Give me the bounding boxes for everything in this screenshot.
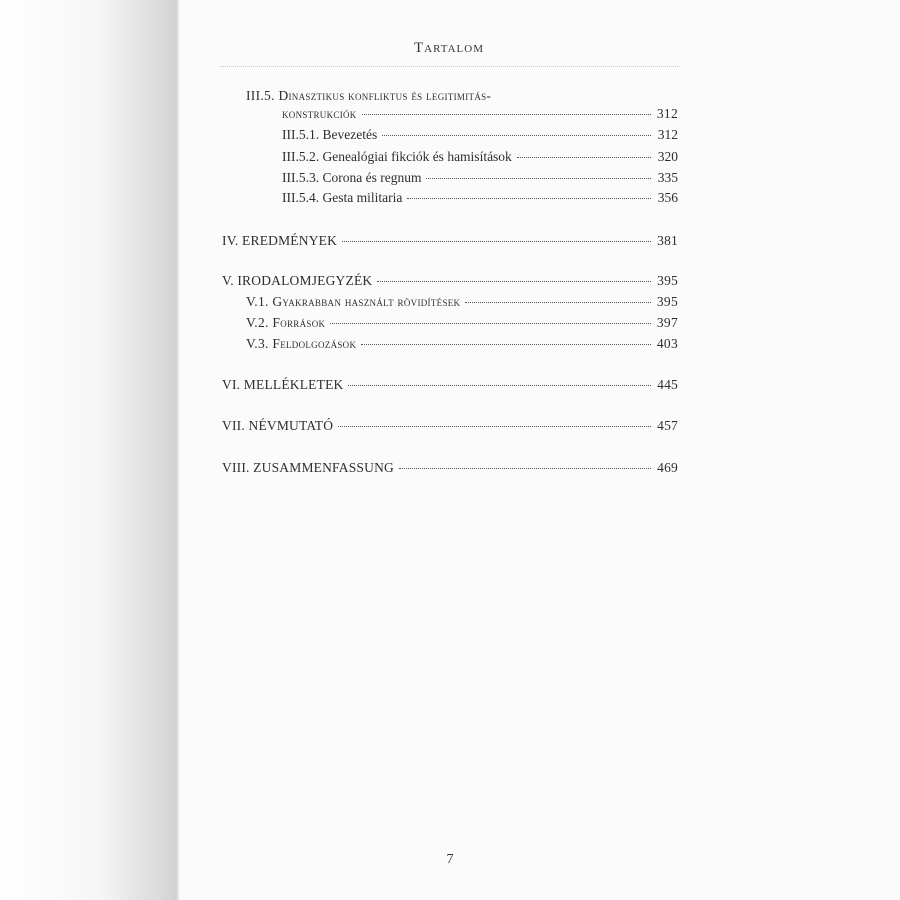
- dot-leader: [348, 385, 651, 386]
- toc-entry-iii-5-1[interactable]: [282, 127, 678, 143]
- toc-entry-v-3[interactable]: [246, 336, 678, 352]
- toc-entry-label: V. IRODALOMJEGYZÉK: [222, 273, 373, 288]
- toc-entry-viii[interactable]: [222, 460, 678, 476]
- toc-entry-label: III.5.2. Genealógiai fikciók és hamisítások: [282, 149, 512, 164]
- toc-entry-label: III.5.1. Bevezetés: [282, 127, 378, 142]
- toc-page-number: 403: [656, 336, 678, 351]
- toc-entry-vii[interactable]: [222, 418, 678, 434]
- page-gutter-shadow: [0, 0, 178, 900]
- toc-entry-label: IV. EREDMÉNYEK: [222, 233, 338, 248]
- toc-entry-v-1[interactable]: [246, 294, 678, 310]
- dot-leader: [362, 114, 651, 115]
- dot-leader: [382, 135, 651, 136]
- toc-entry-v[interactable]: [222, 273, 678, 289]
- toc-entry-label: V.2. Források: [246, 315, 326, 330]
- page-number: 7: [446, 852, 454, 867]
- toc-entry-label: VI. MELLÉKLETEK: [222, 377, 344, 392]
- toc-entry-iii-5-continuation[interactable]: [282, 106, 678, 122]
- toc-entry-iii-5-heading: [246, 88, 491, 104]
- toc-page-number: 312: [657, 127, 678, 142]
- toc-entry-label: V.3. Feldolgozások: [246, 336, 357, 351]
- toc-entry-label: III.5. Dinasztikus konfliktus és legitimitás-: [246, 88, 492, 103]
- toc-entry-label: III.5.4. Gesta militaria: [282, 190, 403, 205]
- toc-entry-label: konstrukciók: [282, 106, 357, 121]
- running-head-rule: [220, 66, 680, 67]
- toc-entry-label: VIII. ZUSAMMENFASSUNG: [222, 460, 394, 475]
- toc-entry-label: VII. NÉVMUTATÓ: [222, 418, 334, 433]
- toc-entry-vi[interactable]: [222, 377, 678, 393]
- toc-page-number: 457: [657, 418, 678, 433]
- toc-page-number: 356: [657, 190, 678, 205]
- toc-page-number: 397: [656, 315, 678, 330]
- dot-leader: [361, 344, 651, 345]
- dot-leader: [407, 198, 651, 199]
- toc-page-number: 312: [656, 106, 678, 121]
- dot-leader: [465, 302, 651, 303]
- toc-page-number: 381: [657, 233, 678, 248]
- toc-entry-label: V.1. Gyakrabban használt rövidítések: [246, 294, 461, 309]
- dot-leader: [426, 178, 651, 179]
- toc-entry-v-2[interactable]: [246, 315, 678, 331]
- toc-page-number: 395: [656, 294, 678, 309]
- toc-page-number: 469: [657, 460, 678, 475]
- running-head: Tartalom: [413, 40, 484, 56]
- toc-entry-iii-5-3[interactable]: [282, 170, 678, 186]
- dot-leader: [338, 426, 651, 427]
- toc-page-number: 445: [657, 377, 678, 392]
- toc-page-number: 395: [657, 273, 678, 288]
- toc-page-number: 335: [657, 170, 678, 185]
- toc-page-number: 320: [657, 149, 678, 164]
- dot-leader: [517, 157, 651, 158]
- dot-leader: [342, 241, 651, 242]
- dot-leader: [399, 468, 651, 469]
- toc-entry-iii-5-2[interactable]: [282, 149, 678, 165]
- dot-leader: [330, 323, 651, 324]
- toc-entry-iii-5-4[interactable]: [282, 190, 678, 206]
- dot-leader: [377, 281, 651, 282]
- toc-entry-label: III.5.3. Corona és regnum: [282, 170, 422, 185]
- toc-entry-iv[interactable]: [222, 233, 678, 249]
